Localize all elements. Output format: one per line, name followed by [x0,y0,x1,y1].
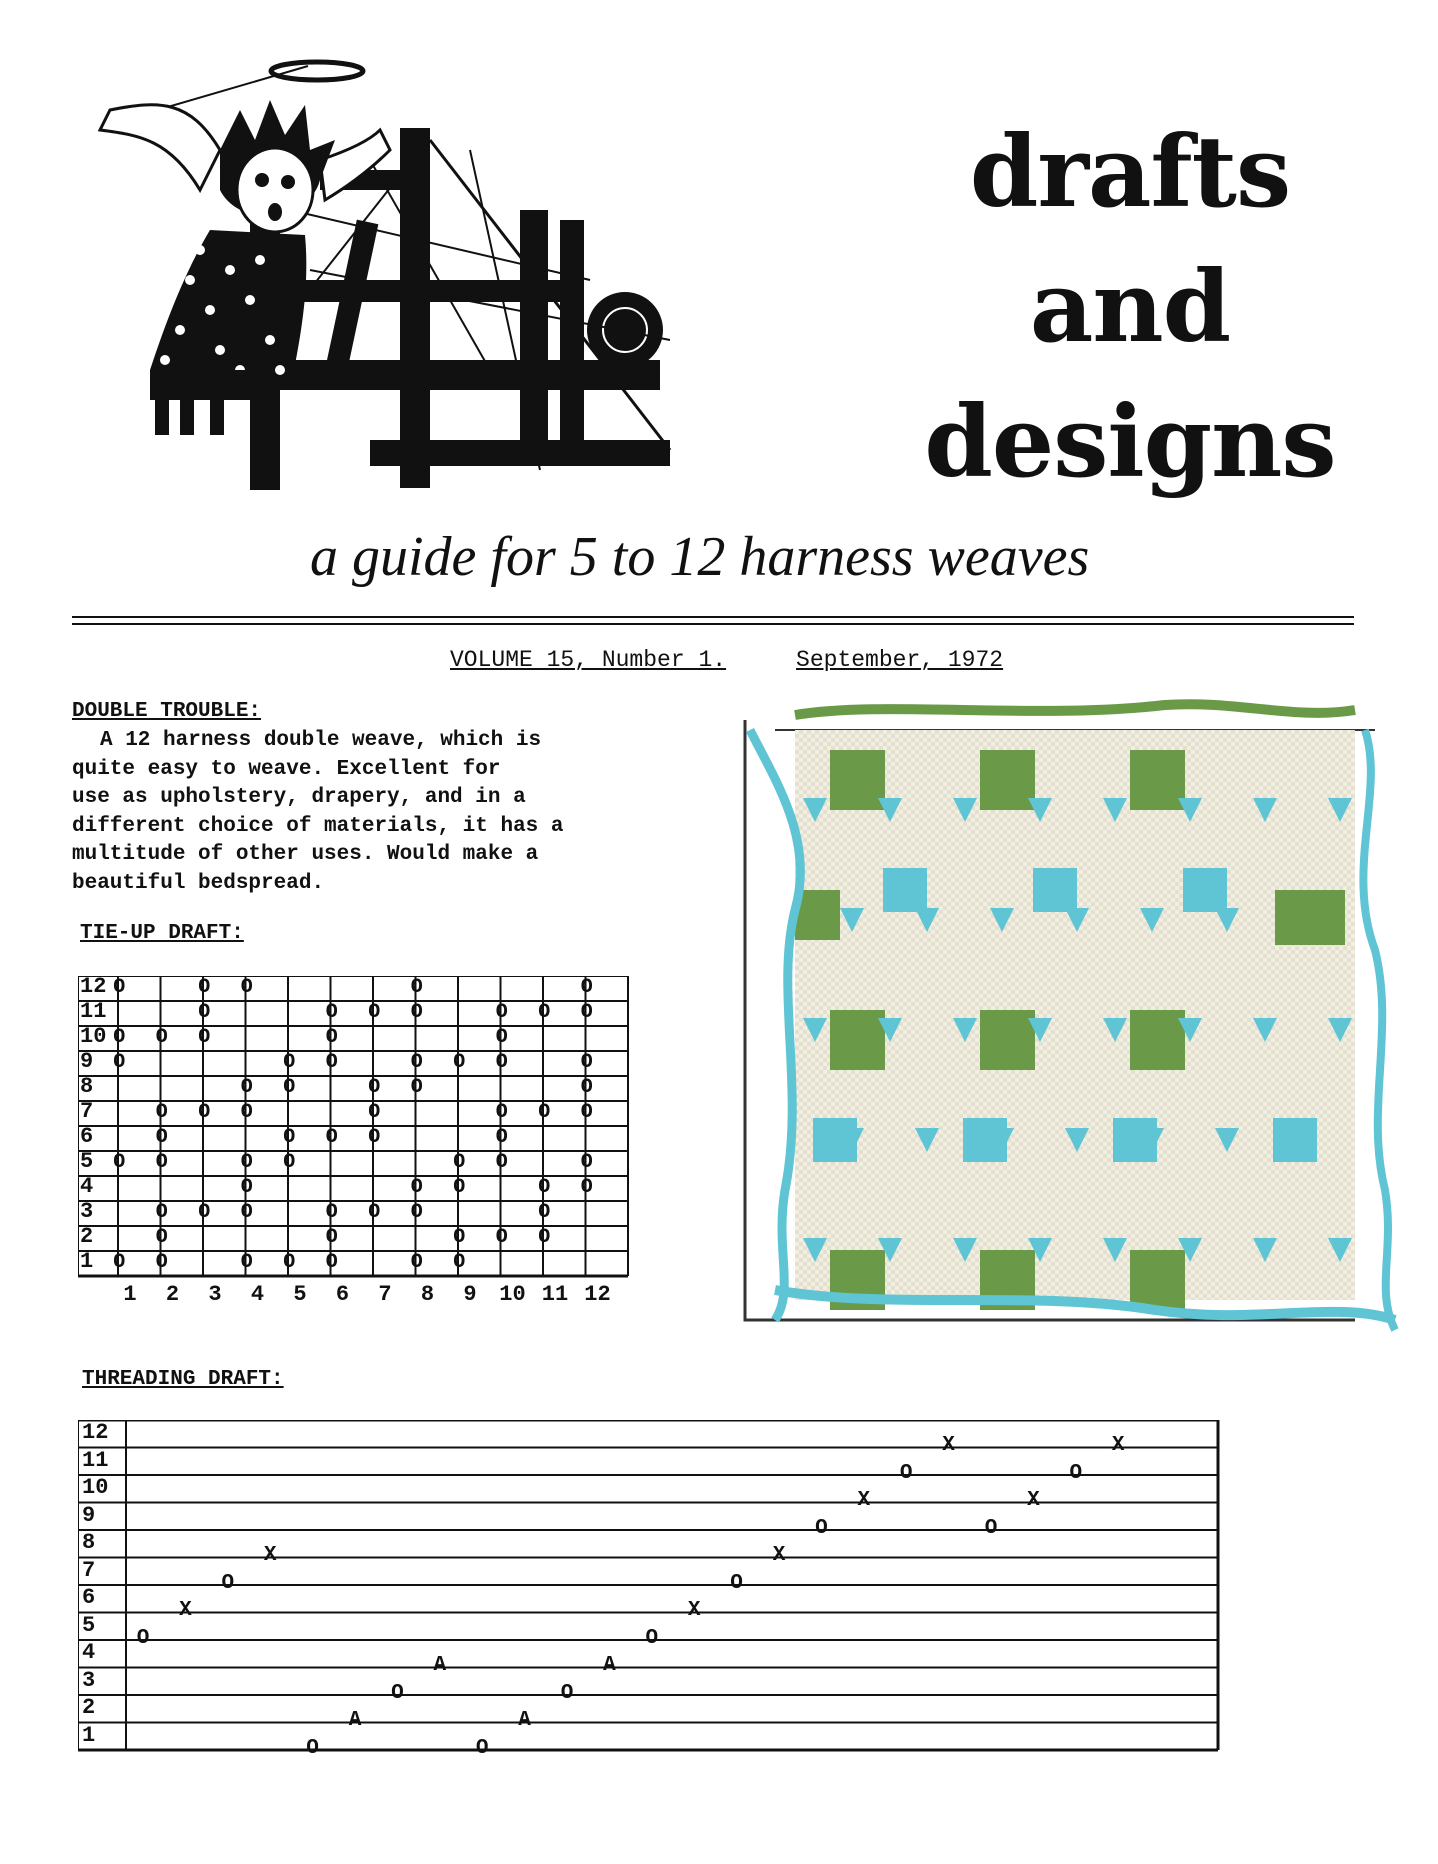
threading-row-label: 3 [82,1667,96,1693]
threading-mark: O [560,1681,574,1705]
swatch-block [1130,1010,1185,1070]
tieup-mark: O [113,1026,126,1049]
tieup-col-label: 3 [208,1282,222,1307]
issue-volume: VOLUME 15, Number 1. [450,647,727,673]
tieup-mark: O [240,1101,253,1124]
threading-mark: A [348,1709,362,1732]
tieup-mark: O [283,1076,296,1099]
threading-mark: O [815,1516,828,1540]
tieup-mark: O [325,1026,338,1049]
article-line: different choice of materials, it has a [72,814,564,838]
tieup-row-label: 9 [80,1049,94,1074]
tieup-mark: O [325,1251,338,1274]
tieup-mark: O [410,1076,423,1099]
tieup-mark: O [240,1176,253,1199]
tieup-mark: O [325,1001,338,1024]
threading-row-label: 9 [82,1502,96,1528]
threading-row-label: 2 [82,1695,96,1720]
issue-line [450,647,1003,673]
tieup-col-label: 11 [541,1282,569,1307]
tieup-mark: O [240,1076,253,1099]
tieup-mark: O [325,1051,338,1074]
tieup-mark: O [495,1001,508,1024]
tieup-mark: O [240,976,253,999]
tieup-row-label: 4 [80,1174,94,1199]
swatch-block [1113,1118,1157,1162]
tieup-mark: O [410,1051,423,1074]
threading-mark: O [221,1571,235,1595]
threading-mark: X [772,1544,786,1567]
weaver-loom-illustration [70,40,720,500]
tieup-row-label: 5 [80,1149,94,1174]
tieup-mark: O [155,1026,168,1049]
tieup-row-label: 11 [80,999,107,1024]
tieup-mark: O [198,1201,211,1224]
tieup-mark: O [453,1176,466,1199]
tieup-mark: O [155,1201,168,1224]
article-line: quite easy to weave. Excellent for [72,757,501,781]
tieup-mark: O [495,1151,508,1174]
masthead [900,105,1360,510]
threading-mark: X [942,1434,955,1457]
tieup-row-label: 10 [80,1024,107,1049]
threading-mark: X [687,1599,701,1622]
tieup-mark: O [198,976,211,999]
swatch-block [1273,1118,1317,1162]
threading-row-label: 5 [82,1612,96,1638]
tieup-mark: O [155,1226,168,1249]
tieup-mark: O [410,1176,423,1199]
tieup-mark: O [240,1201,253,1224]
threading-mark: X [1027,1489,1040,1512]
swatch-block [1275,890,1345,945]
swatch-block [830,750,885,810]
threading-mark: O [1069,1461,1083,1485]
woven-swatch-photo [735,690,1425,1340]
tieup-col-label: 6 [335,1282,350,1307]
tieup-mark: O [410,1001,423,1024]
tieup-col-label: 4 [250,1282,265,1307]
tieup-mark: O [495,1101,508,1124]
tieup-mark: O [495,1126,508,1149]
threading-mark: O [136,1626,150,1650]
tieup-draft-grid [78,976,648,1316]
tieup-mark: O [283,1151,296,1174]
tieup-mark: O [538,1001,551,1024]
swatch-block [813,1118,857,1162]
tieup-mark: O [198,1001,211,1024]
tieup-mark: O [410,1201,423,1224]
tieup-mark: O [155,1151,168,1174]
article-line: A 12 harness double weave, which is [100,729,542,752]
swatch-block [883,868,927,912]
tieup-mark: O [155,1251,168,1274]
threading-mark: X [857,1489,871,1512]
threading-draft-grid [78,1420,1228,1760]
threading-mark: O [645,1626,659,1650]
threading-mark: O [984,1516,998,1540]
article-line: beautiful bedspread. [72,871,325,895]
threading-mark: A [433,1654,447,1677]
tieup-col-label: 9 [463,1282,477,1307]
tieup-mark: O [325,1126,338,1149]
tieup-mark: O [538,1201,551,1224]
tieup-mark: O [368,1201,381,1224]
header-rule [72,616,1354,618]
tieup-mark: O [283,1051,296,1074]
swatch-block [1033,868,1077,912]
tieup-row-label: 3 [80,1199,94,1224]
subtitle: a guide for 5 to 12 harness weaves [310,526,1090,588]
tieup-mark: O [368,1001,381,1024]
swatch-block [980,750,1035,810]
tieup-mark: O [155,1101,168,1124]
tieup-mark: O [453,1226,466,1249]
tieup-mark: O [538,1176,551,1199]
swatch-block [1183,868,1227,912]
tieup-mark: O [240,1251,253,1274]
tieup-mark: O [283,1126,296,1149]
threading-row-label: 6 [82,1585,96,1610]
tieup-mark: O [538,1101,551,1124]
tieup-mark: O [580,1176,593,1199]
tieup-mark: O [453,1251,466,1274]
tieup-col-label: 12 [584,1282,611,1307]
threading-grid-lines [78,1420,1228,1760]
threading-mark: O [899,1461,913,1485]
article-heading: DOUBLE TROUBLE: [72,700,262,723]
tieup-row-label: 2 [80,1224,94,1249]
threading-row-label: 4 [82,1640,96,1665]
threading-mark: O [730,1571,743,1595]
tieup-row-label: 1 [80,1249,94,1274]
tieup-mark: O [410,976,423,999]
tieup-mark: O [368,1101,381,1124]
swatch-block [980,1010,1035,1070]
tieup-label: TIE-UP DRAFT: [80,922,244,945]
threading-mark: X [1111,1434,1125,1457]
threading-row-label: 10 [82,1475,109,1500]
threading-row-label: 8 [82,1530,96,1555]
tieup-mark: O [240,1151,253,1174]
tieup-mark: O [410,1251,423,1274]
masthead-line: designs [924,385,1336,500]
tieup-mark: O [283,1251,296,1274]
issue-date: September, 1972 [796,647,1004,673]
tieup-col-label: 7 [378,1282,392,1307]
tieup-mark: O [580,1101,593,1124]
threading-label: THREADING DRAFT: [82,1368,284,1391]
swatch-block [1130,1250,1185,1310]
tieup-mark: O [495,1026,508,1049]
tieup-mark: O [113,1151,126,1174]
tieup-row-label: 7 [80,1099,94,1124]
tieup-mark: O [368,1076,381,1099]
tieup-mark: O [580,1001,593,1024]
tieup-mark: O [325,1201,338,1224]
tieup-mark: O [580,976,593,999]
tieup-mark: O [113,1251,126,1274]
article-body [72,727,692,898]
tieup-col-label: 1 [123,1282,137,1307]
swatch-block [963,1118,1007,1162]
article-line: use as upholstery, drapery, and in a [72,786,526,809]
tieup-col-label: 2 [165,1282,180,1307]
tieup-mark: O [538,1226,551,1249]
tieup-mark: O [113,976,126,999]
masthead-line: drafts [969,115,1291,230]
threading-row-label: 11 [82,1447,109,1473]
tieup-mark: O [580,1151,593,1174]
tieup-mark: O [495,1226,508,1249]
tieup-row-label: 12 [80,974,107,999]
threading-row-label: 12 [82,1420,109,1445]
tieup-mark: O [368,1126,381,1149]
tieup-mark: O [495,1051,508,1074]
tieup-mark: O [453,1151,466,1174]
tieup-mark: O [580,1076,593,1099]
tieup-mark: O [453,1051,466,1074]
threading-row-label: 1 [82,1722,96,1748]
threading-row-label: 7 [82,1557,96,1583]
tieup-mark: O [198,1026,211,1049]
header-rule [72,623,1354,625]
tieup-col-label: 8 [420,1282,435,1307]
masthead-line: and [1029,250,1231,365]
tieup-mark: O [325,1226,338,1249]
swatch-block [1130,750,1185,810]
tieup-col-label: 5 [293,1282,307,1307]
tieup-row-label: 6 [80,1124,94,1149]
threading-mark: O [306,1736,319,1760]
swatch-block [830,1010,885,1070]
tieup-mark: O [113,1051,126,1074]
threading-mark: A [603,1654,616,1677]
threading-mark: A [518,1709,531,1732]
tieup-mark: O [580,1051,593,1074]
tieup-row-label: 8 [80,1074,94,1099]
threading-mark: O [475,1736,489,1760]
threading-mark: X [179,1599,192,1622]
article-line: multitude of other uses. Would make a [72,843,539,866]
threading-mark: X [263,1544,277,1567]
tieup-mark: O [155,1126,168,1149]
tieup-mark: O [198,1101,211,1124]
threading-mark: O [391,1681,404,1705]
tieup-col-label: 10 [499,1282,526,1307]
